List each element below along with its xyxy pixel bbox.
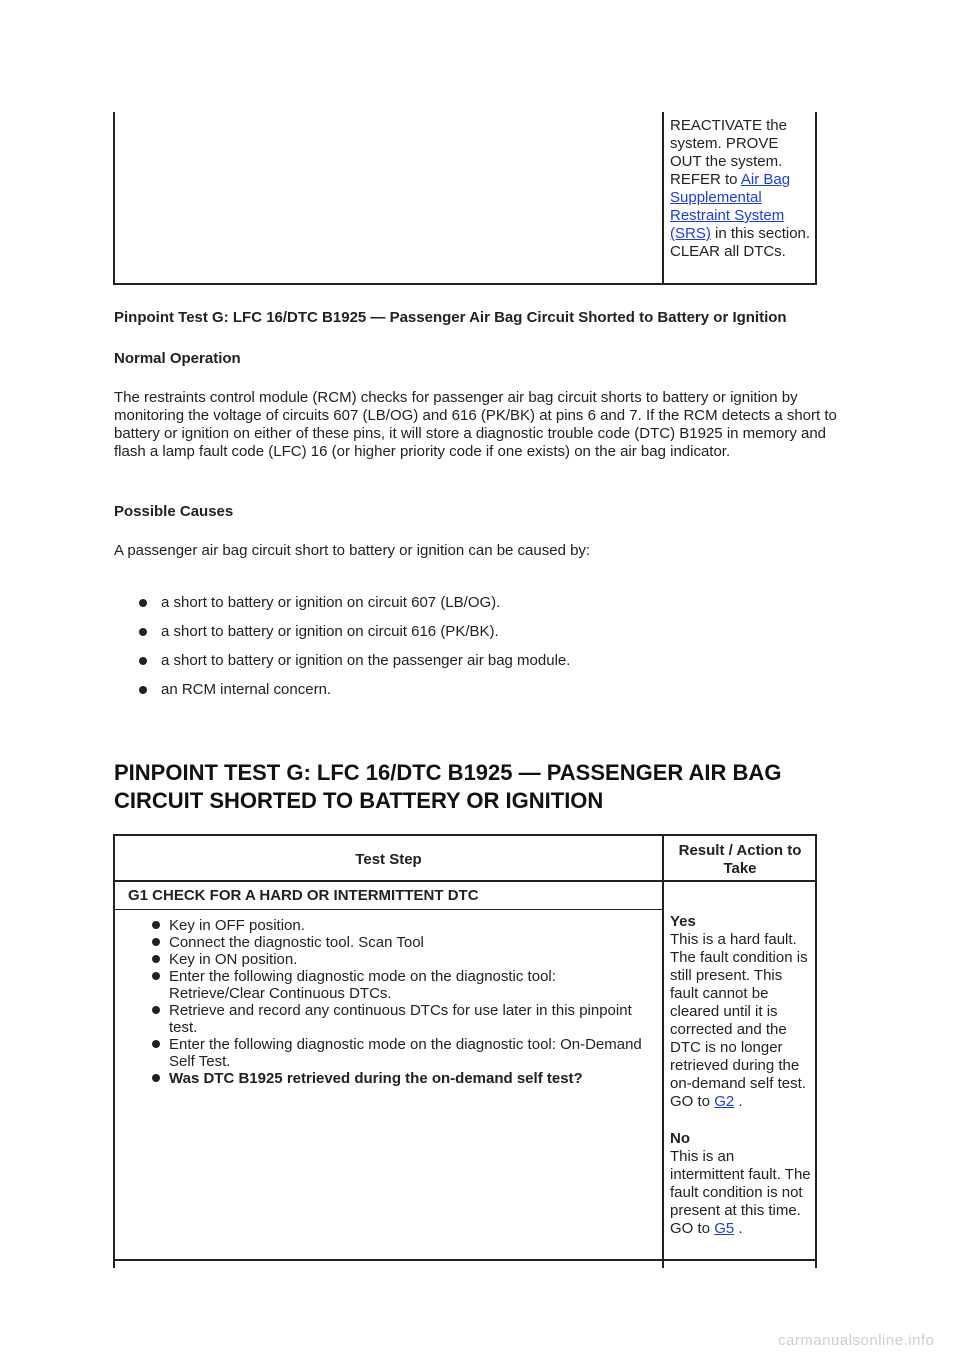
bullet-icon (152, 1040, 160, 1048)
table-row-bottom-border (113, 1259, 817, 1261)
list-item: Connect the diagnostic tool. Scan Tool (152, 934, 642, 951)
top-cell-text-before: REACTIVATE the system. PROVE OUT the system. REFER to (670, 117, 787, 188)
col-header-result: Result / Action to Take (678, 842, 802, 877)
goto-g5-link[interactable]: G5 (714, 1220, 735, 1237)
step-title-bottom-border (113, 909, 663, 910)
top-cell-text-after: in this section. CLEAR all DTCs. (670, 225, 811, 260)
possible-causes-intro: A passenger air bag circuit short to battery or ignition can be caused by: (114, 542, 591, 559)
bullet-icon (139, 599, 147, 607)
result-yes: Yes This is a hard fault. The fault condition is still present. This fault cannot be cleared until it is corrected and the DTC is no longer retrieved during the on-demand self test. GO to G2 . (670, 913, 812, 1111)
section-title: Pinpoint Test G: LFC 16/DTC B1925 — Passenger Air Bag Circuit Shorted to Battery or Ignition (114, 309, 787, 326)
pinpoint-title: PINPOINT TEST G: LFC 16/DTC B1925 — PASSENGER AIR BAG CIRCUIT SHORTED TO BATTERY OR IGNITION (114, 760, 782, 813)
table-left-border (113, 834, 115, 1268)
top-table-right-border (815, 112, 817, 285)
step-list (152, 917, 642, 1087)
top-table-left-border (113, 112, 115, 285)
normal-operation-body: The restraints control module (RCM) checks for passenger air bag circuit shorts to battery or ignition by monitoring the voltage of circuits 607 (LB/OG) and 616 (PK/BK) at pins 6 and 7. If the RCM detects a short to battery or ignition on either of these pins, it will store a diagnostic trouble code (DTC) B1925 in memory and flash a lamp fault code (LFC) 16 (or higher priority code if one exists) on the air bag indicator. (114, 389, 837, 460)
bullet-icon (152, 1006, 160, 1014)
list-item: Key in ON position. (152, 951, 642, 968)
goto-g2-link[interactable]: G2 (714, 1093, 735, 1110)
bullet-icon (152, 955, 160, 963)
list-item: Was DTC B1925 retrieved during the on-demand self test? (152, 1070, 642, 1087)
srs-link[interactable]: Air Bag Supplemental Restraint System (SRS) (670, 171, 791, 242)
bullet-icon (139, 657, 147, 665)
top-table-mid-border (662, 112, 664, 285)
no-text: This is an intermittent fault. The fault condition is not present at this time. GO to (670, 1148, 811, 1237)
bullet-icon (152, 938, 160, 946)
top-cell-content (670, 117, 812, 261)
bullet-icon (139, 686, 147, 694)
bullet-icon (152, 921, 160, 929)
bullet-icon (152, 972, 160, 980)
list-item: a short to battery or ignition on circuit 616 (PK/BK). (139, 623, 779, 652)
table-top-border (113, 834, 817, 836)
table-header-bottom-border (113, 880, 817, 882)
yes-label: Yes (670, 913, 696, 930)
list-item: Retrieve and record any continuous DTCs for use later in this pinpoint test. (152, 1002, 642, 1036)
list-item: Enter the following diagnostic mode on the diagnostic tool: On-Demand Self Test. (152, 1036, 642, 1070)
bullet-icon (152, 1074, 160, 1082)
col-header-test-step: Test Step (355, 851, 422, 868)
no-label: No (670, 1130, 690, 1147)
result-no: No This is an intermittent fault. The fault condition is not present at this time. GO to G5 . (670, 1130, 811, 1237)
list-item: Key in OFF position. (152, 917, 642, 934)
possible-causes-heading: Possible Causes (114, 503, 234, 520)
yes-text: This is a hard fault. The fault condition is still present. This fault cannot be cleared until it is corrected and the DTC is no longer retrieved during the on-demand self test. GO to (670, 931, 808, 1110)
list-item: an RCM internal concern. (139, 681, 779, 710)
bullet-icon (139, 628, 147, 636)
normal-operation-heading: Normal Operation (114, 350, 241, 367)
table-mid-border (662, 834, 664, 1268)
step-title: G1 CHECK FOR A HARD OR INTERMITTENT DTC (128, 887, 479, 904)
list-item: a short to battery or ignition on circuit 607 (LB/OG). (139, 594, 779, 623)
list-item: Enter the following diagnostic mode on the diagnostic tool: Retrieve/Clear Continuous DTCs. (152, 968, 642, 1002)
top-table-bottom-border (113, 283, 817, 285)
watermark: carmanualsonline.info (778, 1332, 935, 1349)
table-right-border (815, 834, 817, 1268)
possible-causes-list (139, 594, 779, 710)
list-item: a short to battery or ignition on the passenger air bag module. (139, 652, 779, 681)
